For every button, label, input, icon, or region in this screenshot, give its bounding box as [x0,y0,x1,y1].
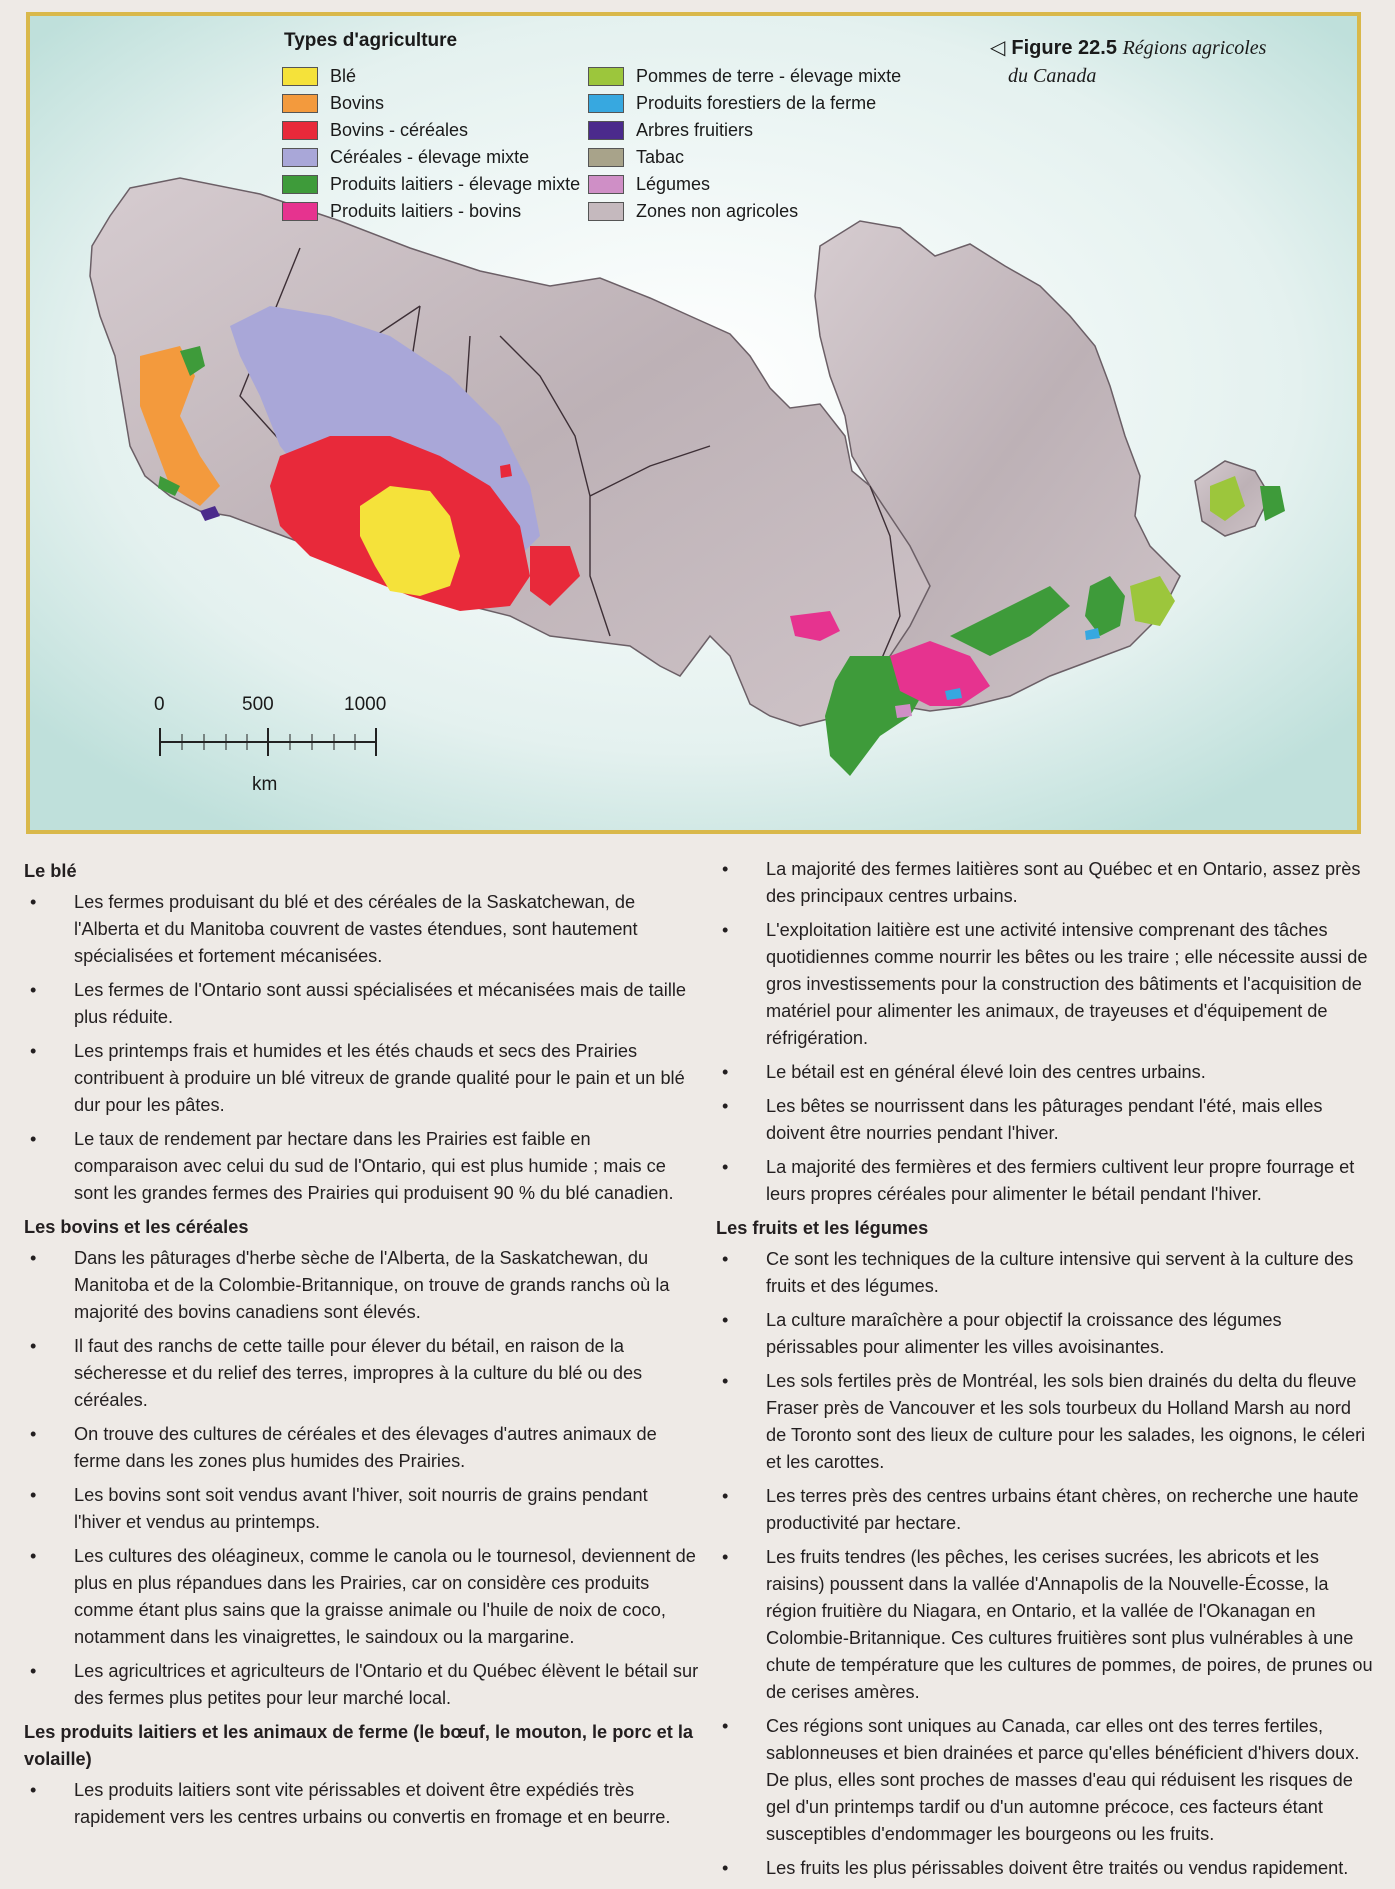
bullet-symbol: • [30,1661,37,1681]
bullet-symbol: • [30,1129,37,1149]
legend-label: Pommes de terre - élevage mixte [636,66,902,86]
list-item [716,856,1376,910]
bullet-symbol: • [722,1716,729,1736]
legend-column-2 [588,63,901,225]
legend-label: Tabac [636,147,685,167]
bullet-symbol: • [722,1858,729,1878]
list-item [24,1421,699,1475]
scale-unit: km [252,774,278,795]
bullet-symbol: • [722,1096,729,1116]
legend-swatch [588,121,624,140]
list-item-text: Les cultures des oléagineux, comme le canola ou le tournesol, deviennent de plus en plus répandues dans les Prairies, car on considère ces produits comme étant plus sains que la graisse animale ou l'huile de noix de coco, notamment dans les vinaigrettes, le saindoux ou la margarine. [74,1546,696,1647]
legend-item [282,144,580,171]
legend-swatch [588,148,624,167]
legend-item [282,171,580,198]
bullet-symbol: • [30,1780,37,1800]
bullet-symbol: • [722,1310,729,1330]
list-item-text: La majorité des fermières et des fermiers cultivent leur propre fourrage et leurs propres céréales pour alimenter le bétail pendant l'hiver. [766,1157,1355,1204]
legend-label: Produits laitiers - élevage mixte [330,174,581,194]
legend-item [588,144,901,171]
agricultural-regions-map [26,12,1361,834]
bullet-symbol: • [30,1424,37,1444]
bullet-symbol: • [722,1249,729,1269]
legend-item [588,63,901,90]
bullet-symbol: • [30,1248,37,1268]
section-heading-dairy-livestock: Les produits laitiers et les animaux de ferme (le bœuf, le mouton, le porc et la volaille) [24,1722,694,1769]
list-item-text: On trouve des cultures de céréales et des élevages d'autres animaux de ferme dans les zones plus humides des Prairies. [74,1424,657,1471]
list-item [24,1658,699,1712]
legend-swatch [588,67,624,86]
legend-swatch [282,202,318,221]
list-item [716,1059,1376,1086]
section-heading-fruits-vegetables: Les fruits et les légumes [716,1218,929,1238]
list-item [24,1038,699,1119]
legend-label: Produits laitiers - bovins [330,201,522,221]
list-item [24,1777,699,1831]
bullet-symbol: • [30,1041,37,1061]
list-item [716,1307,1376,1361]
legend-item [588,198,901,225]
list-item-text: Les bêtes se nourrissent dans les pâturages pendant l'été, mais elles doivent être nourries pendant l'hiver. [766,1096,1323,1143]
scale-tick-label: 1000 [344,694,387,715]
legend-item [588,90,901,117]
list-item-text: Les terres près des centres urbains étant chères, on recherche une haute productivité par hectare. [766,1486,1359,1533]
list-item-text: Les bovins sont soit vendus avant l'hiver, soit nourris de grains pendant l'hiver et vendus au printemps. [74,1485,648,1532]
bullet-symbol: • [30,1485,37,1505]
legend-swatch [282,148,318,167]
legend-label: Arbres fruitiers [636,120,754,140]
list-item [716,1713,1376,1848]
legend-swatch [588,202,624,221]
legend-item [588,117,901,144]
list-item-text: La majorité des fermes laitières sont au Québec et en Ontario, assez près des principaux centres urbains. [766,859,1361,906]
left-text-column [24,856,699,1838]
bullet-symbol: • [30,1546,37,1566]
legend-swatch [588,94,624,113]
list-item-text: Le bétail est en général élevé loin des centres urbains. [766,1062,1206,1082]
list-item [24,889,699,970]
bullet-symbol: • [722,1062,729,1082]
legend-label: Bovins [330,93,385,113]
list-item-text: Ce sont les techniques de la culture intensive qui servent à la culture des fruits et des légumes. [766,1249,1354,1296]
legend-swatch [282,94,318,113]
list-item-text: Les fermes produisant du blé et des céréales de la Saskatchewan, de l'Alberta et du Manitoba couvrent de vastes étendues, sont hautement spécialisées et fortement mécanisées. [74,892,638,966]
bullet-symbol: • [722,1547,729,1567]
list-item-text: Les produits laitiers sont vite périssables et doivent être expédiés très rapidement vers les centres urbains ou convertis en fromage et en beurre. [74,1780,671,1827]
figure-caption [990,34,1330,90]
bullet-symbol: • [722,859,729,879]
legend-label: Céréales - élevage mixte [330,147,530,167]
legend-swatch [588,175,624,194]
list-item-text: Les sols fertiles près de Montréal, les sols bien drainés du delta du fleuve Fraser près de Vancouver et les sols tourbeux du Holland Marsh au nord de Toronto sont des lieux de culture pour les salades, les oignons, le céleri et les carottes. [766,1371,1366,1472]
list-item [24,1543,699,1651]
list-item-text: Les fruits tendres (les pêches, les cerises sucrées, les abricots et les raisins) poussent dans la vallée d'Annapolis de la Nouvelle-Écosse, la région fruitière du Niagara, en Ontario, et la vallée de l'Okanagan en Colombie-Britannique. Ces cultures fruitières sont plus vulnérables à une chute de température que les cultures de pommes, de poires, de prunes ou de cerises amères. [766,1547,1373,1702]
legend-label: Produits forestiers de la ferme [636,93,877,113]
bullet-symbol: • [30,892,37,912]
legend-item [282,63,580,90]
legend-swatch [282,67,318,86]
list-item [24,1482,699,1536]
scale-bar-lines [154,720,414,770]
bullet-symbol: • [722,920,729,940]
legend-item [282,198,580,225]
list-item-text: Ces régions sont uniques au Canada, car elles ont des terres fertiles, sablonneuses et bien drainées et parce qu'elles bénéficient d'hivers doux. De plus, elles sont proches de masses d'eau qui réduisent les risques de gel d'un printemps tardif ou d'un automne précoce, ces facteurs étant susceptibles d'endommager les bourgeons ou les fruits. [766,1716,1360,1844]
legend-swatch [282,121,318,140]
right-text-column [716,856,1376,1889]
list-item [716,1368,1376,1476]
list-item-text: Les fermes de l'Ontario sont aussi spécialisées et mécanisées mais de taille plus réduite. [74,980,687,1027]
legend-label: Bovins - céréales [330,120,469,140]
legend-item [282,90,580,117]
legend-label: Zones non agricoles [636,201,799,221]
scale-tick-label: 500 [242,694,274,715]
caption-arrow-icon: ◁ [990,37,1006,59]
legend-label: Blé [330,66,357,86]
list-item [716,1154,1376,1208]
list-item-text: Les printemps frais et humides et les étés chauds et secs des Prairies contribuent à produire un blé vitreux de grande qualité pour le pain et un blé dur pour les pâtes. [74,1041,685,1115]
list-item [716,1093,1376,1147]
legend-item [588,171,901,198]
bullet-symbol: • [722,1371,729,1391]
legend-title: Types d'agriculture [284,30,458,51]
legend-item [282,117,580,144]
figure-title-line1: Régions agricoles [1122,37,1267,59]
list-item [24,1333,699,1414]
list-item [716,1483,1376,1537]
list-item-text: La culture maraîchère a pour objectif la croissance des légumes périssables pour alimenter les villes avoisinantes. [766,1310,1282,1357]
bullet-symbol: • [722,1486,729,1506]
list-item-text: Il faut des ranchs de cette taille pour élever du bétail, en raison de la sécheresse et du relief des terres, impropres à la culture du blé ou des céréales. [74,1336,643,1410]
list-item-text: Les agricultrices et agriculteurs de l'Ontario et du Québec élèvent le bétail sur des fermes plus petites pour leur marché local. [74,1661,699,1708]
list-item-text: Les fruits les plus périssables doivent être traités ou vendus rapidement. [766,1858,1349,1878]
list-item-text: Le taux de rendement par hectare dans les Prairies est faible en comparaison avec celui du sud de l'Ontario, qui est plus humide ; mais ce sont les grandes fermes des Prairies qui produisent 90 % du blé canadien. [74,1129,674,1203]
section-heading-wheat: Le blé [24,861,77,881]
bullet-symbol: • [30,980,37,1000]
list-item [716,1544,1376,1706]
list-item [24,977,699,1031]
legend-column-1 [282,63,580,225]
legend-swatch [282,175,318,194]
list-item-text: Dans les pâturages d'herbe sèche de l'Alberta, de la Saskatchewan, du Manitoba et de la Colombie-Britannique, on trouve de grands ranchs où la majorité des bovins canadiens sont élevés. [74,1248,670,1322]
section-heading-cattle-grain: Les bovins et les céréales [24,1217,249,1237]
legend-label: Légumes [636,174,711,194]
figure-number: Figure 22.5 [1011,37,1117,59]
list-item [24,1126,699,1207]
bullet-symbol: • [722,1157,729,1177]
list-item-text: L'exploitation laitière est une activité intensive comprenant des tâches quotidiennes comme nourrir les bêtes ou les traire ; elle nécessite aussi de gros investissements pour la construction des bâtiments et l'acquisition de matériel pour alimenter les animaux, de trayeuses et d'équipement de réfrigération. [766,920,1368,1048]
figure-title-line2: du Canada [1008,65,1097,87]
list-item [716,1855,1376,1882]
list-item [716,917,1376,1052]
list-item [24,1245,699,1326]
list-item [716,1246,1376,1300]
map-scale-bar [154,694,414,804]
scale-tick-label: 0 [154,694,165,715]
bullet-symbol: • [30,1336,37,1356]
